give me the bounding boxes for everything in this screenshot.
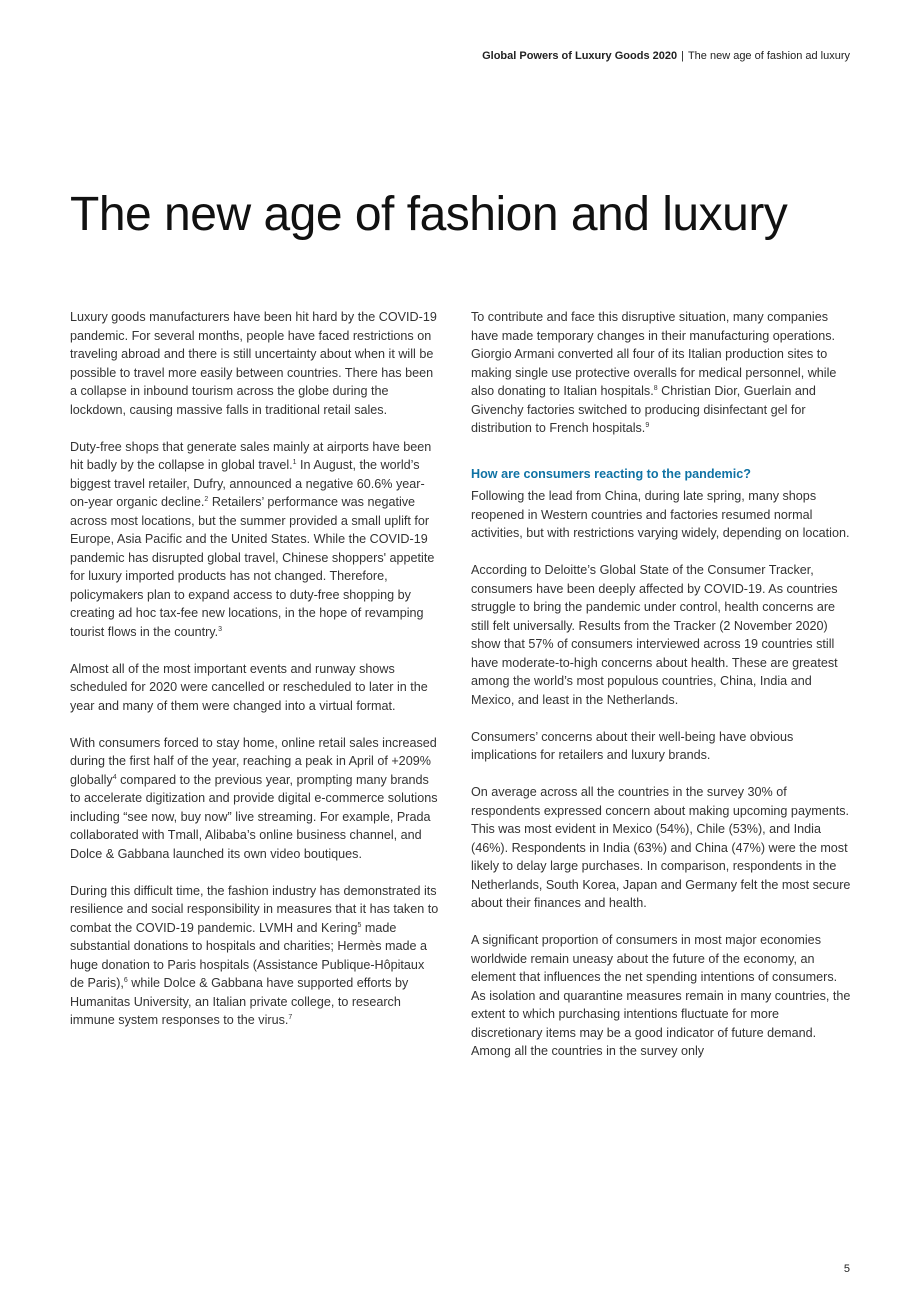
paragraph-impact: Luxury goods manufacturers have been hit hard by the COVID-19 pandemic. For several months, people have faced restrictions on traveling abroad and there is still uncertainty about when it will be possible to travel more easily between countries. There has been a collapse in inbound tourism across the globe during the lockdown, causing massive falls in traditional retail sales.: [70, 310, 437, 417]
section-subheading: How are consumers reacting to the pandemic?: [471, 466, 751, 481]
paragraph-resilience: [70, 882, 440, 1030]
page-title: The new age of fashion and luxury: [70, 188, 788, 241]
paragraph-payments: On average across all the countries in the survey 30% of respondents expressed concern about making upcoming payments. This was most evident in Mexico (54%), Chile (53%), and India (46%). Respondents in India (63%) and China (47%) were the most likely to delay large purchases. In comparison, respondents in the Netherlands, South Korea, Japan and Germany felt the most secure about their finances and health.: [471, 785, 851, 910]
left-column: [70, 308, 440, 1048]
text-run: In August, the world’s biggest travel retailer, Dufry, announced a negative 60.6% year-on-year organic decline.: [70, 458, 425, 509]
footnote-ref-4: 4: [112, 773, 117, 781]
text-run: Retailers’ performance was negative across most locations, but the summer provided a small uplift for Europe, Asia Pacific and the United States. While the COVID-19 pandemic has disrupted global travel, Chinese shoppers' appetite for luxury imported products has not changed. Therefore, policymakers plan to expand access to duty-free shopping by creating ad hoc tax-fee new locations, in the hope of revamping tourist flows in the country.: [70, 495, 435, 639]
footnote-ref-9: 9: [645, 421, 650, 429]
running-header: [482, 50, 850, 62]
footnote-ref-2: 2: [204, 495, 209, 503]
paragraph-wellbeing: Consumers’ concerns about their well-being have obvious implications for retailers and luxury brands.: [471, 729, 794, 762]
text-run: With consumers forced to stay home, online retail sales increased during the first half of the year, reaching a peak in April of +209% globally: [70, 735, 437, 787]
page-number: 5: [843, 1263, 850, 1275]
text-run: while Dolce & Gabbana have supported efforts by Humanitas University, an Italian private college, to research immune system responses to the virus.: [70, 976, 409, 1027]
footnote-ref-5: 5: [357, 921, 362, 929]
text-run: Christian Dior, Guerlain and Givenchy factories switched to producing disinfectant gel for distribution to French hospitals.: [471, 384, 816, 435]
paragraph-economy: A significant proportion of consumers in most major economies worldwide remain uneasy about the future of the economy, an element that influences the net spending intentions of consumers. As isolation and quarantine measures remain in many countries, the extent to which purchasing intentions fluctuate for more discretionary items may be a good indicator of future demand. Among all the countries in the survey only: [471, 933, 851, 1058]
publication-title: Global Powers of Luxury Goods 2020: [482, 50, 678, 62]
footnote-ref-7: 7: [288, 1013, 293, 1021]
paragraph-reopening: Following the lead from China, during late spring, many shops reopened in Western countries and factories resumed normal activities, but with restrictions varying widely, depending on location.: [471, 489, 850, 540]
section-title: The new age of fashion ad luxury: [687, 50, 850, 62]
paragraph-online-sales: [70, 734, 440, 864]
paragraph-consumer-tracker: According to Deloitte’s Global State of the Consumer Tracker, consumers have been deeply affected by COVID-19. As countries struggle to bring the pandemic under control, health concerns are still felt universally. Results from the Tracker (2 November 2020) show that 57% of consumers interviewed across 19 countries still have moderate-to-high concerns about health. These are greatest among the world’s most populous countries, China, India and Mexico, and least in the Netherlands.: [471, 563, 838, 707]
text-run: Duty-free shops that generate sales mainly at airports have been hit badly by the collapse in global travel.: [70, 439, 432, 472]
text-run: made substantial donations to hospitals and charities; Hermès made a huge donation to Paris hospitals (Assistance Publique-Hôpitaux de Paris),: [70, 920, 428, 990]
text-run: To contribute and face this disruptive situation, many companies have made temporary changes in their manufacturing operations. Giorgio Armani converted all four of its Italian production sites to making single use protective overalls for medical personnel, while also donating to Italian hospitals.: [471, 310, 837, 398]
footnote-ref-1: 1: [292, 458, 297, 466]
text-run: compared to the previous year, prompting many brands to accelerate digitization and provide digital e-commerce solutions including “see now, buy now” live streaming. For example, Prada collaborated with Tmall, Alibaba’s online business channel, and Dolce & Gabbana launched its own video boutiques.: [70, 772, 438, 861]
footnote-ref-8: 8: [653, 384, 658, 392]
text-run: During this difficult time, the fashion industry has demonstrated its resilience and social responsibility in measures that it has taken to combat the COVID-19 pandemic. LVMH and Kering: [70, 883, 439, 935]
footnote-ref-6: 6: [123, 976, 128, 984]
paragraph-duty-free: [70, 438, 440, 642]
paragraph-manufacturing: [471, 308, 853, 438]
right-column: [471, 308, 853, 1079]
header-separator: |: [681, 50, 684, 62]
paragraph-events: Almost all of the most important events and runway shows scheduled for 2020 were cancelled or rescheduled to later in the year and many of them were changed into a virtual format.: [70, 661, 428, 713]
footnote-ref-3: 3: [218, 625, 223, 633]
